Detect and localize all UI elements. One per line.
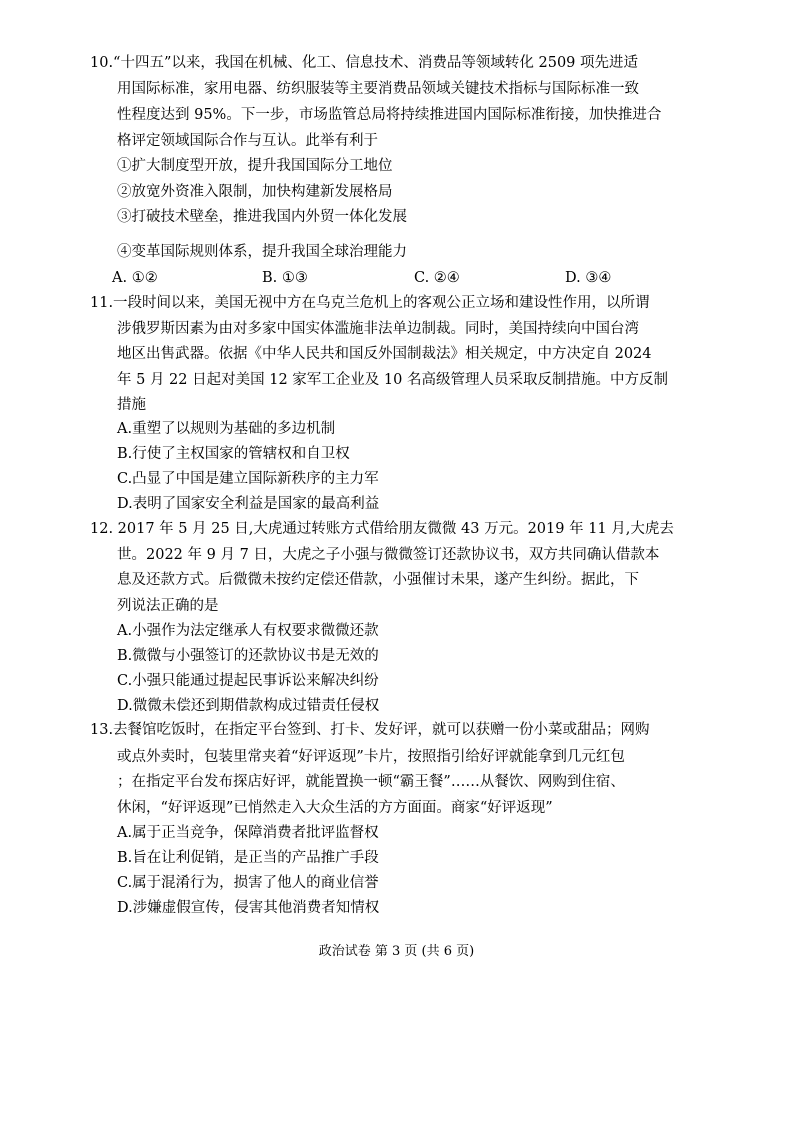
q12-stem-line: 息及还款方式。后微微未按约定偿还借款，小强催讨未果，遂产生纠纷。据此，下	[117, 572, 639, 588]
q12-option-c: C.小强只能通过提起民事诉讼来解决纠纷	[117, 673, 379, 689]
q10-choice-d: D. ③④	[565, 270, 612, 286]
q10-stem-line: 10.“十四五”以来，我国在机械、化工、信息技术、消费品等领域转化 2509 项先进适	[90, 55, 639, 71]
q11-option-a: A.重塑了以规则为基础的多边机制	[117, 421, 336, 437]
q10-choice-a: A. ①②	[112, 270, 158, 286]
q13-stem-line: ；在指定平台发布探店好评，就能置换一顿“霸王餐”……从餐饮、网购到住宿、	[117, 774, 625, 790]
q13-option-d: D.涉嫌虚假宣传，侵害其他消费者知情权	[117, 900, 380, 916]
q12-option-d: D.微微未偿还到期借款构成过错责任侵权	[117, 698, 380, 714]
q11-stem-line: 地区出售武器。依据《中华人民共和国反外国制裁法》相关规定，中方决定自 2024	[117, 346, 652, 362]
q11-option-b: B.行使了主权国家的管辖权和自卫权	[117, 446, 350, 462]
page-footer: 政治试卷 第 3 页 (共 6 页)	[318, 944, 475, 959]
q10-stem-line: 用国际标准，家用电器、纺织服装等主要消费品领域关键技术指标与国际标准一致	[117, 81, 639, 97]
q10-item: ④变革国际规则体系，提升我国全球治理能力	[117, 244, 407, 260]
q12-stem-line: 列说法正确的是	[117, 598, 219, 614]
q11-stem-line: 11.一段时间以来，美国无视中方在乌克兰危机上的客观公正立场和建设性作用，以所谓	[90, 295, 650, 311]
q11-stem-line: 涉俄罗斯因素为由对多家中国实体滥施非法单边制裁。同时，美国持续向中国台湾	[117, 321, 639, 337]
q12-option-a: A.小强作为法定继承人有权要求微微还款	[117, 623, 379, 639]
q11-option-d: D.表明了国家安全利益是国家的最高利益	[117, 496, 380, 512]
q11-stem-line: 措施	[117, 397, 146, 413]
q13-option-c: C.属于混淆行为，损害了他人的商业信誉	[117, 875, 379, 891]
q10-item: ①扩大制度型开放，提升我国国际分工地位	[117, 158, 393, 174]
q12-option-b: B.微微与小强签订的还款协议书是无效的	[117, 648, 379, 664]
q13-stem-line: 或点外卖时，包装里常夹着“好评返现”卡片，按照指引给好评就能拿到几元红包	[117, 749, 625, 765]
q12-stem-line: 12. 2017 年 5 月 25 日,大虎通过转账方式借给朋友微微 43 万元。2019 年 11 月,大虎去	[90, 521, 674, 537]
q11-stem-line: 年 5 月 22 日起对美国 12 家军工企业及 10 名高级管理人员采取反制措施。中方反制	[117, 372, 668, 388]
q10-item: ③打破技术壁垒，推进我国内外贸一体化发展	[117, 209, 407, 225]
q10-stem-line: 性程度达到 95%。下一步，市场监管总局将持续推进国内国际标准衔接，加快推进合	[117, 107, 662, 123]
q12-stem-line: 世。2022 年 9 月 7 日，大虎之子小强与微微签订还款协议书，双方共同确认借款本	[117, 547, 660, 563]
q10-choice-b: B. ①③	[262, 270, 308, 286]
q10-item: ②放宽外资准入限制，加快构建新发展格局	[117, 184, 393, 200]
q10-choice-c: C. ②④	[414, 270, 460, 286]
q13-option-a: A.属于正当竞争，保障消费者批评监督权	[117, 825, 379, 841]
q13-option-b: B.旨在让利促销，是正当的产品推广手段	[117, 850, 379, 866]
q10-stem-line: 格评定领域国际合作与互认。此举有利于	[117, 133, 378, 149]
q13-stem-line: 休闲，“好评返现”已悄然走入大众生活的方方面面。商家“好评返现”	[117, 800, 553, 816]
q13-stem-line: 13.去餐馆吃饭时，在指定平台签到、打卡、发好评，就可以获赠一份小菜或甜品；网购	[90, 722, 650, 738]
q11-option-c: C.凸显了中国是建立国际新秩序的主力军	[117, 471, 379, 487]
